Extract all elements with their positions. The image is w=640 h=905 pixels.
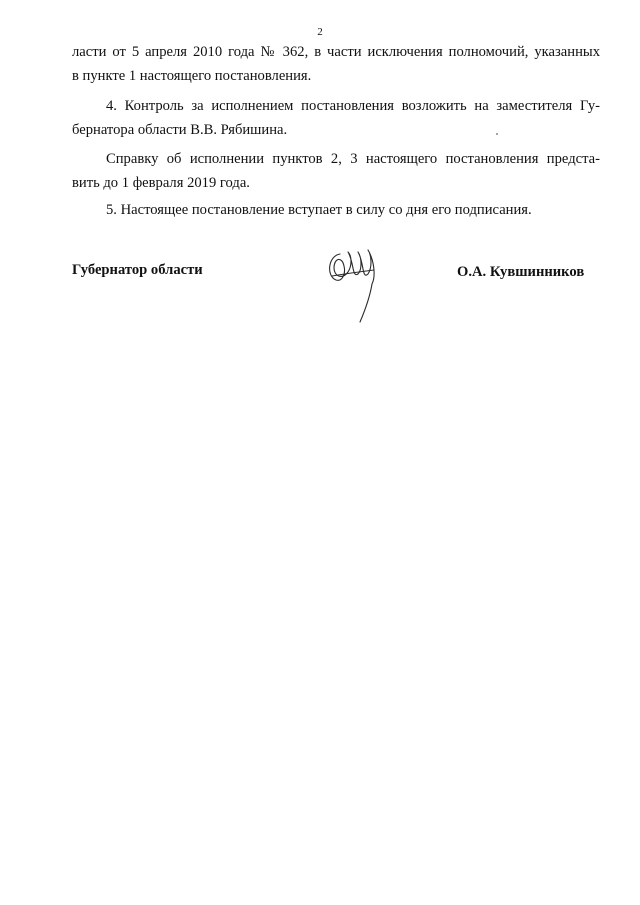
scan-speck — [496, 133, 498, 135]
paragraph-line: вить до 1 февраля 2019 года. — [72, 175, 250, 191]
paragraph-line: 4. Контроль за исполнением постановления возложить на заместителя Гу- — [106, 98, 600, 114]
paragraph-line: в пункте 1 настоящего постановления. — [72, 68, 312, 84]
handwritten-signature-icon — [322, 240, 392, 328]
paragraph-report — [72, 147, 600, 195]
paragraph-line: Справку об исполнении пунктов 2, 3 настоящего постановления предста- — [106, 151, 600, 167]
paragraph-continuation — [72, 40, 600, 88]
signatory-name: О.А. Кувшинников — [457, 264, 585, 280]
signatory-title: Губернатор области — [72, 262, 203, 278]
paragraph-item-5 — [72, 198, 600, 222]
paragraph-line: ласти от 5 апреля 2010 года № 362, в части исключения полномочий, указанных — [72, 44, 600, 60]
paragraph-item-4 — [72, 94, 600, 142]
page-number: 2 — [317, 26, 323, 38]
paragraph-line: 5. Настоящее постановление вступает в силу со дня его подписания. — [106, 202, 532, 218]
paragraph-line: бернатора области В.В. Рябишина. — [72, 122, 288, 138]
